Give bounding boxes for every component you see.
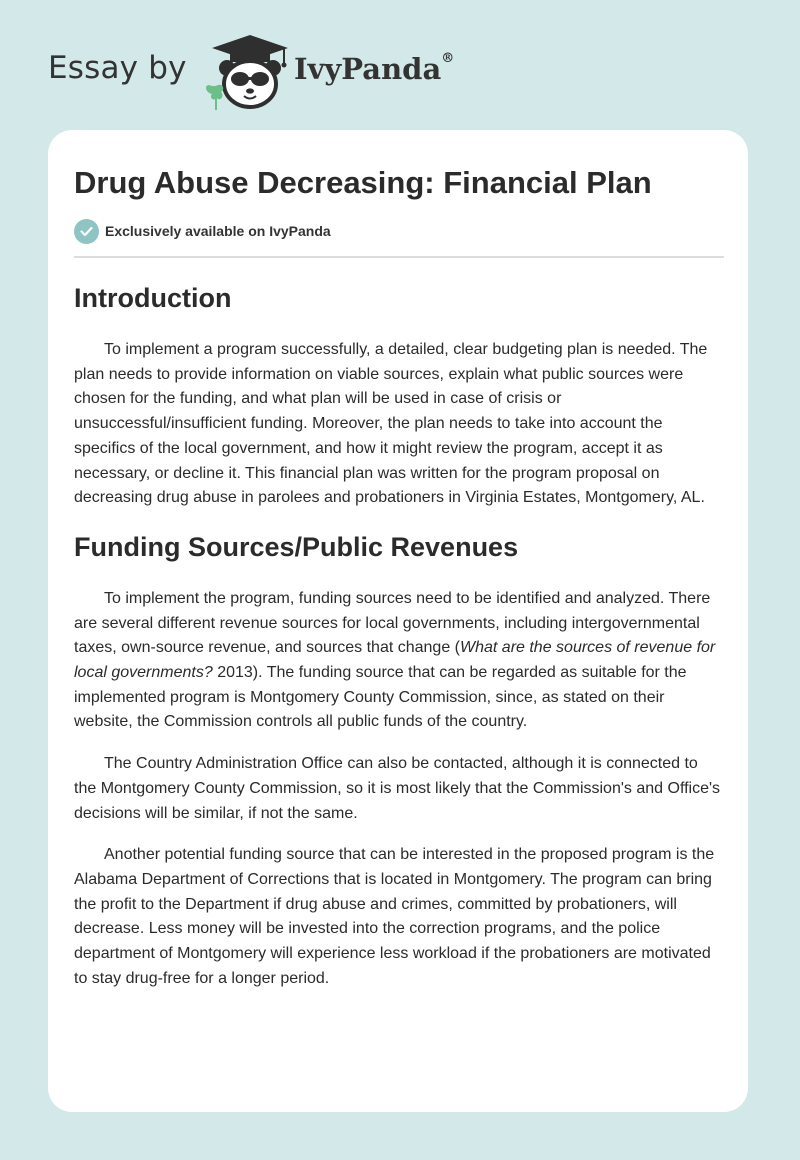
brand-text[interactable]: IvyPanda <box>294 52 442 86</box>
paragraph <box>74 587 724 735</box>
divider <box>74 256 724 258</box>
site-header <box>48 34 548 114</box>
section-heading-funding-sources: Funding Sources/Public Revenues <box>74 531 519 562</box>
essay-card <box>48 130 748 1112</box>
panda-logo-icon[interactable] <box>200 34 296 110</box>
essay-title: Drug Abuse Decreasing: Financial Plan <box>74 165 652 200</box>
section-heading-introduction: Introduction <box>74 283 232 313</box>
brand-name[interactable] <box>294 52 454 86</box>
essay-by-label: Essay by <box>48 50 187 86</box>
citation-title: What are the sources of revenue for local governments? <box>74 639 716 682</box>
paragraph-text: 2013). The funding source that can be regarded as suitable for the implemented program is Montgomery County Commission, since, as stated on their website, the Commission controls all public funds of the country. <box>74 664 687 731</box>
essay-content <box>74 162 724 991</box>
paragraph: To implement a program successfully, a detailed, clear budgeting plan is needed. The plan needs to provide information on viable sources, explain what public sources were chosen for the funding, and what plan will be used in case of crisis or unsuccessful/insufficient funding. Moreover, the plan needs to take into account the specifics of the local government, and how it might review the program, accept it as necessary, or decline it. This financial plan was written for the program proposal on decreasing drug abuse in parolees and probationers in Virginia Estates, Montgomery, AL. <box>74 341 708 507</box>
registered-mark: ® <box>441 51 455 66</box>
paragraph-text: To implement the program, funding sources need to be identified and analyzed. There are several different revenue sources for local governments, including intergovernmental taxes, own-source revenue, and sources that change ( <box>74 589 711 657</box>
exclusive-badge <box>74 218 724 244</box>
paragraph: The Country Administration Office can also be contacted, although it is connected to the Montgomery County Commission, so it is most likely that the Commission's and Office's decisions will be similar, if not the same. <box>74 755 721 822</box>
exclusive-badge-label: Exclusively available on IvyPanda <box>105 223 331 239</box>
paragraph: Another potential funding source that can be interested in the proposed program is the Alabama Department of Corrections that is located in Montgomery. The program can bring the profit to the Department if drug abuse and crimes, committed by probationers, will decrease. Less money will be invested into the correction programs, and the police department of Montgomery will experience less workload if the probationers are motivated to stay drug-free for a longer period. <box>74 846 715 987</box>
check-icon <box>74 219 99 244</box>
